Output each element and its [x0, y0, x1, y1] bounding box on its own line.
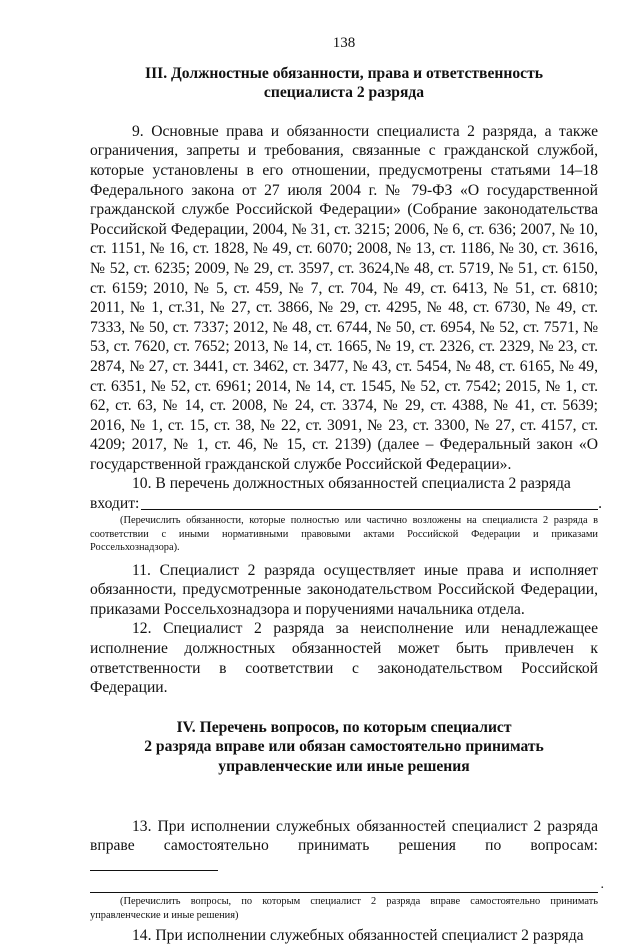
note-10: (Перечислить обязанности, которые полностью или частично возложены на специалиста 2 разряда в соответствии с иными нормативными правовыми актами Российской Федерации и приказами Россельхознадзора).: [90, 515, 598, 554]
paragraph-14: 14. При исполнении служебных обязанностей специалист 2 разряда: [132, 927, 584, 945]
paragraph-13: [90, 817, 598, 877]
blank-line: [90, 509, 598, 510]
paragraph-11: 11. Специалист 2 разряда осуществляет иные права и исполняет обязанности, предусмотренные законодательством Российской Федерации, приказами Россельхознадзора и поручениями начальника отдела.: [90, 561, 598, 618]
section-4-title-line-3: управленческие или иные решения: [218, 757, 470, 775]
paragraph-13-end: .: [600, 876, 604, 892]
paragraph-9: 9. Основные права и обязанности специалиста 2 разряда, а также ограничения, запреты и требования, связанные с гражданской службой, которые установлены в его отношении, предусмотрены статьями 14–18 Федерального закона от 27 июля 2004 г. № 79-ФЗ «О государственной гражданской службе Российской Федерации» (Собрание законодательства Российской Федерации, 2004, № 31, ст. 3215; 2006, № 6, ст. 636; 2007, № 10, ст. 1151, № 16, ст. 1828, № 49, ст. 6070; 2008, № 13, ст. 1186, № 30, ст. 3616, № 52, ст. 6235; 2009, № 29, ст. 3597, ст. 3624,№ 48, ст. 5719, № 51, ст. 6150, ст. 6159; 2010, № 5, ст. 459, № 7, ст. 704, № 49, ст. 6413, № 51, ст. 6810; 2011, № 1, ст.31, № 27, ст. 3866, № 29, ст. 4295, № 48, ст. 6730, № 49, ст. 7333, № 50, ст. 7337; 2012, № 48, ст. 6744, № 50, ст. 6954, № 52, ст. 7571, № 53, ст. 7620, ст. 7652; 2013, № 14, ст. 1665, № 19, ст. 2326, ст. 2329, № 23, ст. 2874, № 27, ст. 3441, ст. 3462, ст. 3477, № 43, ст. 5454, № 48, ст. 6165, № 49, ст. 6351, № 52, ст. 6961; 2014, № 14, ст. 1545, № 52, ст. 7542; 2015, № 1, ст. 62, ст. 63, № 14, ст. 2008, № 24, ст. 3374, № 29, ст. 4388, № 41, ст. 5639; 2016, № 1, ст. 15, ст. 38, № 22, ст. 3091, № 23, ст. 3300, № 27, ст. 4157, ст. 4209; 2017, № 1, ст. 46, № 15, ст. 2139) (далее – Федеральный закон «О государственной гражданской службе Российской Федерации».: [90, 122, 598, 473]
section-3-title: [90, 64, 598, 103]
section-4-title: [90, 718, 598, 777]
section-4-title-line-1: IV. Перечень вопросов, по которым специалист: [176, 718, 512, 736]
paragraph-10-end: .: [598, 495, 602, 513]
paragraph-10: 10. В перечень должностных обязанностей специалиста 2 разряда: [132, 475, 571, 493]
paragraph-10-fill-line: [90, 494, 602, 514]
paragraph-13-blank: [90, 856, 218, 871]
paragraph-13-fill-line: [90, 876, 604, 893]
page-number: 138: [332, 35, 356, 51]
section-3-title-line-1: III. Должностные обязанности, права и ответственность: [145, 64, 543, 82]
note-13: (Перечислить вопросы, по которым специалист 2 разряда вправе самостоятельно принимать управленческие и иные решения): [90, 896, 598, 921]
section-4-title-line-2: 2 разряда вправе или обязан самостоятельно принимать: [144, 738, 544, 756]
paragraph-10-label: входит:: [90, 495, 140, 513]
paragraph-13-text: 13. При исполнении служебных обязанностей специалист 2 разряда вправе самостоятельно принимать решения по вопросам:: [90, 817, 598, 855]
paragraph-12: 12. Специалист 2 разряда за неисполнение или ненадлежащее исполнение должностных обязанностей может быть привлечен к ответственности в соответствии с законодательством Российской Федерации.: [90, 620, 598, 697]
section-3-title-line-2: специалиста 2 разряда: [263, 84, 425, 102]
